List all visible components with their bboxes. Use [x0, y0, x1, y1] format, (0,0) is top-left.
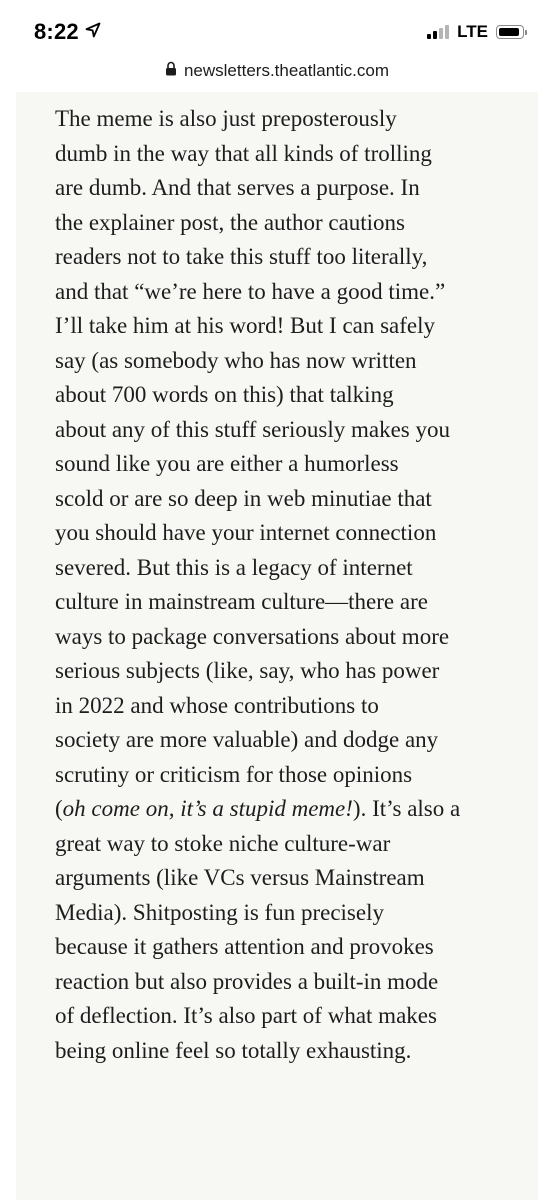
- article-text-after: ). It’s also a great way to stoke niche culture-war arguments (like VCs versus Mainstream Media). Shitposting is fun precisely because it gathers attention and provokes reaction but also provides a built-in mode of deflection. It’s also part of what makes being online feel so totally exhausting.: [55, 796, 461, 1063]
- time-group: [34, 19, 101, 45]
- page-content: [0, 86, 554, 1200]
- url-text[interactable]: newsletters.theatlantic.com: [183, 61, 390, 80]
- battery-icon: [496, 25, 524, 39]
- network-type: LTE: [457, 22, 488, 41]
- location-arrow-icon: [85, 22, 101, 43]
- article-text-italic: oh come on, it’s a stupid meme!: [62, 796, 353, 821]
- article-paragraph: [55, 102, 495, 1068]
- status-time: 8:22: [34, 19, 79, 44]
- lock-icon: [165, 61, 177, 81]
- status-bar: [0, 0, 554, 56]
- url-bar[interactable]: [0, 56, 554, 86]
- status-indicators: [427, 22, 524, 42]
- article-text-before: The meme is also just preposterously dumb in the way that all kinds of trolling are dumb. And that serves a purpose. In the explainer post, the author cautions readers not to take this stuff too literally, and that “we’re here to have a good time.” I’ll take him at his word! But I can safely say (as somebody who has now written about 700 words on this) that talking about any of this stuff seriously makes you sound like you are either a humorless scold or are so deep in web minutiae that you should have your internet connection severed. But this is a legacy of internet culture in mainstream culture—there are ways to package conversations about more serious subjects (like, say, who has power in 2022 and whose contributions to society are more valuable) and dodge any scrutiny or criticism for those opinions (: [55, 106, 450, 821]
- article-panel: [16, 92, 538, 1200]
- cellular-signal-icon: [427, 25, 449, 39]
